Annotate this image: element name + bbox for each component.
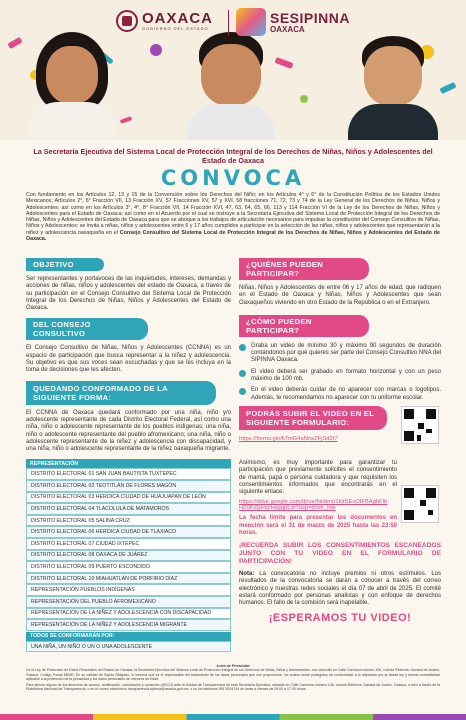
bullet-text: Graba un video de mínimo 30 y máximo 90 segundos de duración contándonos por qué quieres ser parte del Consejo Consultivo NNA del SIPINNA Oaxaca. bbox=[251, 342, 441, 364]
table-total-header: TODOS SE CONFORMARÁN POR: bbox=[26, 632, 231, 641]
right-column bbox=[239, 258, 441, 624]
qr-code-icon bbox=[401, 406, 439, 444]
footer-text: Para ejercer alguno de los derechos de acceso, rectificación, cancelación y oposición (ARCO) ante la Unidad de Transparencia de esta Secretaría Ejecutiva, ubicada en Calle Carmona número 106, colonia Reforma, Oaxaca de Juárez, Oaxaca, o bien a través de la Plataforma Nacional de Transparencia, o en el correo electrónico transparencia.sipinna@oaxaca.gob.mx, o en los teléfonos 951 5034744 de lunes a viernes de 09:00 a 17:00 horas. bbox=[26, 683, 440, 692]
bullet-text: En el video deberás cuidar de no aparecer con marcas o logotipos. Además, te recomendamos no aparecer con tu uniforme escolar. bbox=[251, 387, 441, 401]
bullet-icon bbox=[239, 344, 246, 351]
esperamos-heading: ¡ESPERAMOS TU VIDEO! bbox=[268, 611, 412, 624]
confetti bbox=[300, 95, 308, 103]
qr-code-icon bbox=[401, 485, 439, 523]
form-link[interactable]: https://forms.gle/k7mG4aNnxZFjSd2f7 bbox=[239, 435, 338, 442]
table-row: DISTRITO ELECTORAL 04 TLACOLULA DE MATAMOROS bbox=[26, 503, 231, 515]
oaxaca-logo bbox=[116, 10, 213, 32]
table-row: REPRESENTACIÓN PUEBLOS INDÍGENAS bbox=[26, 584, 231, 596]
bottom-stripe bbox=[0, 714, 466, 720]
boy-photo bbox=[185, 32, 277, 140]
confetti bbox=[275, 57, 294, 69]
table-row: REPRESENTACIÓN DE LA NIÑEZ Y ADOLESCENCIA CON DISCAPACIDAD bbox=[26, 608, 231, 620]
list-item bbox=[239, 387, 441, 402]
oaxaca-emblem-icon bbox=[116, 10, 138, 32]
upload-block bbox=[239, 406, 441, 456]
subir-heading: PODRÁS SUBIR EL VIDEO EN EL SIGUIENTE FORMULARIO: bbox=[239, 406, 387, 430]
footer-text: De la Ley de Protección de Datos Personales del Estado de Oaxaca, la Secretaría Ejecutiva del Sistema Local de Protección Integral de los Derechos de Niñas, Niños y Adolescentes, con domicilio en Calle Carmona número 106, colonia Reforma, Oaxaca de Juárez, Oaxaca, Código Postal 68050. En su calidad de Sujeto Obligado, le informa que es el responsable del tratamiento de los datos personales que nos proporcione, los cuales serán protegidos de conformidad a lo dispuesto por la citada ley y demás normatividad aplicable a la protección de la privacidad y los datos personales de menores de edad. bbox=[26, 668, 440, 681]
girl-photo bbox=[28, 32, 116, 140]
nota-text: La convocatoria no incluye premios ni otros estímulos. Los resultados de la convocatoria se darán a conocer a través del correo electrónico y nuestras redes sociales el día 07 de abril de 2025. El comité estará conformado por personas analistas y con enfoque de derechos humanos. El fallo de la comisión será inapelable. bbox=[239, 571, 441, 607]
privacy-footer bbox=[26, 664, 440, 692]
quienes-text: Niñas, Niños y Adolescentes de entre 06 y 17 años de edad, que radiquen en el Estado de Oaxaca y Niñas, Niños y Adolescentes que sean Oaxaqueños viviendo en otro Estado de la República o en el Extranjero. bbox=[239, 285, 441, 306]
boy-glasses-photo bbox=[348, 36, 438, 140]
recuerda-text: ¡RECUERDA SUBIR LOS CONSENTIMIENTOS ESCANEADOS JUNTO CON TU VIDEO EN EL FORMULARIO DE PARTICIPACIÓN! bbox=[239, 542, 441, 565]
consejo-heading: DEL CONSEJO CONSULTIVO bbox=[26, 318, 148, 340]
confetti bbox=[120, 116, 133, 124]
consejo-text: El Consejo Consultivo de Niñas, Niños y Adolescentes (CCNNA) es un espacio de participación que busca representar a la niñez y adolescencia. Su objetivo es que sus voces sean escuchadas y que se les incluya en la toma de decisiones que les afecten. bbox=[26, 345, 231, 374]
sipinna-logo-subtext: OAXACA bbox=[270, 24, 305, 34]
table-row: DISTRITO ELECTORAL 08 OAXACA DE JUÁREZ bbox=[26, 550, 231, 562]
table-row: DISTRITO ELECTORAL 07 CIUDAD IXTEPEC bbox=[26, 538, 231, 550]
table-total-row: UNA NIÑA, UN NIÑO O UN O UNA ADOLESCENTE bbox=[26, 641, 231, 653]
conformado-text: El CCNNA de Oaxaca quedará conformado por una niña, niño y/o adolescente representante de cada Distrito Electoral Federal, así como una niña, niño o adolescente representante de los pueblos indígenas; una niña, niño o adolescente representante del pueblo afromexicano; una niña, niño o adolescente representante de la niñez y adolescencia con discapacidad, y una niña, niño o adolescente representante de la niñez oaxaqueña migrante. bbox=[26, 409, 231, 453]
quienes-heading: ¿QUIÉNES PUEDEN PARTICIPAR? bbox=[239, 258, 369, 280]
table-row: DISTRITO ELECTORAL 05 SALINA CRUZ bbox=[26, 515, 231, 527]
bullet-icon bbox=[239, 370, 246, 377]
footer-heading: Aviso de Privacidad bbox=[216, 664, 250, 668]
table-row: DISTRITO ELECTORAL 09 PUERTO ESCONDIDO bbox=[26, 561, 231, 573]
intro-text: Con fundamento en los Artículos 12, 13 y 15 de la Convención sobre los Derechos del Niño; en los Artículos 4° y 6° de la Constitución Política de los Estados Unidos Mexicanos; Artículos 2°, 6° Fracción VII, 13 Fracción XV, 57 Fracciones XV, 57 y XVI, 58 fracciones 71, 72, 73 y 74 de la Ley General de los Derechos de Niñas, Niños y Adolescentes; así como en los Artículos 3°, 4°, 8° Fracción VII, 14 Fracción XVI, 47, 63, 64, 65, 66, 113 y 114 Fracción VI de la Ley de los Derechos de Niñas, Niños y Adolescentes para el Estado de Oaxaca; así como en el Acuerdo por el cual se instruye a la Secretaría Ejecutiva del Sistema Local de Protección Integral de los Derechos de Niñas, Niños y Adolescentes del Estado de Oaxaca para que se aboque a los trabajos de articulación necesarios para impulsar la constitución del Consejo Consultivo de Niñas, Niños y Adolescentes; se invita a niñas, niños y adolescentes entre 6 y 17 años cumplidos a participar en la selección de las niñas, niños y adolescentes que representarán a la niñez y adolescencia oaxaqueña en el bbox=[26, 192, 440, 236]
page-title: La Secretaría Ejecutiva del Sistema Local de Protección Integral de los Derechos de Niñas, Niños y Adolescentes del Estado de Oaxaca bbox=[33, 147, 433, 165]
table-row: REPRESENTACIÓN DEL PUEBLO AFROMEXICANO bbox=[26, 596, 231, 608]
left-column bbox=[26, 258, 231, 652]
conformado-heading: QUEDANDO CONFORMADO DE LA SIGUIENTE FORMA: bbox=[26, 381, 216, 405]
convoca-heading: CONVOCA bbox=[160, 166, 306, 190]
sipinna-badge-icon bbox=[236, 8, 266, 36]
hero-banner bbox=[0, 0, 466, 140]
drive-link[interactable]: https://drive.google.com/drive/folders/1klrSEvOIFBAghFlhHZ0PZpHxzHsgqpLm?usp=drive_link bbox=[239, 499, 388, 512]
objetivo-text: Ser representantes y portavoces de las inquietudes, intereses, demandas y acciones de niñas, niños y adolescentes del estado de Oaxaca, a través de su participación en el Consejo Consultivo del Sistema Local de Protección Integral de los Derechos de Niñas, Niños y Adolescentes del Estado de Oaxaca. bbox=[26, 276, 231, 312]
table-row: DISTRITO ELECTORAL 10 MIAHUATLÁN DE PORFIRIO DÍAZ bbox=[26, 573, 231, 585]
list-item bbox=[239, 369, 441, 384]
nota-label: Nota: bbox=[239, 571, 255, 578]
table-row: DISTRITO ELECTORAL 06 HEROICA CIUDAD DE TLAXIACO bbox=[26, 526, 231, 538]
objetivo-heading: OBJETIVO bbox=[26, 258, 104, 271]
sipinna-logo-text: SESIPINNA bbox=[270, 9, 350, 26]
bullet-icon bbox=[239, 388, 246, 395]
table-row: DISTRITO ELECTORAL 01 SAN JUAN BAUTISTA TUXTEPEC bbox=[26, 468, 231, 480]
table-row: DISTRITO ELECTORAL 02 TEOTITLÁN DE FLORES MAGÓN bbox=[26, 480, 231, 492]
confetti bbox=[7, 37, 22, 49]
intro-paragraph bbox=[26, 192, 440, 242]
como-heading: ¿CÓMO PUEDEN PARTICIPAR? bbox=[239, 315, 369, 337]
confetti bbox=[439, 82, 456, 94]
asimismo-text: Asimismo, es muy importante para garantizar tu participación que previamente solicites el consentimiento de mamá, papá o persona cuidadora y que requisiten los consentimientos informados que encontrarás en el siguiente enlace: bbox=[239, 459, 397, 496]
table-row: REPRESENTACIÓN DE LA NIÑEZ Y ADOLESCENCIA MIGRANTE bbox=[26, 619, 231, 631]
confetti bbox=[150, 44, 162, 56]
logo-divider bbox=[228, 10, 229, 36]
intro-bold-text: Consejo Consultivo del Sistema Local de Protección Integral de los Derechos de Niñas, Niños y Adolescentes del Estado de Oaxaca. bbox=[26, 229, 440, 243]
list-item bbox=[239, 343, 441, 365]
oaxaca-logo-subtext: GOBIERNO DEL ESTADO bbox=[142, 26, 209, 31]
table-row: DISTRITO ELECTORAL 03 HEROICA CIUDAD DE HUAJUAPAN DE LEÓN bbox=[26, 492, 231, 504]
nota-paragraph bbox=[239, 571, 441, 607]
deadline-text: La fecha límite para presentar los documentos en mención será el 31 de marzo de 2025 hasta las 23:59 horas. bbox=[239, 515, 397, 537]
oaxaca-logo-text: OAXACA bbox=[142, 10, 214, 27]
bullet-text: El video deberá ser grabado en formato horizontal y con un peso máximo de 100 mb. bbox=[251, 368, 441, 383]
table-header: REPRESENTACIÓN bbox=[26, 459, 231, 468]
representation-table bbox=[26, 459, 231, 652]
sipinna-logo bbox=[236, 8, 350, 36]
